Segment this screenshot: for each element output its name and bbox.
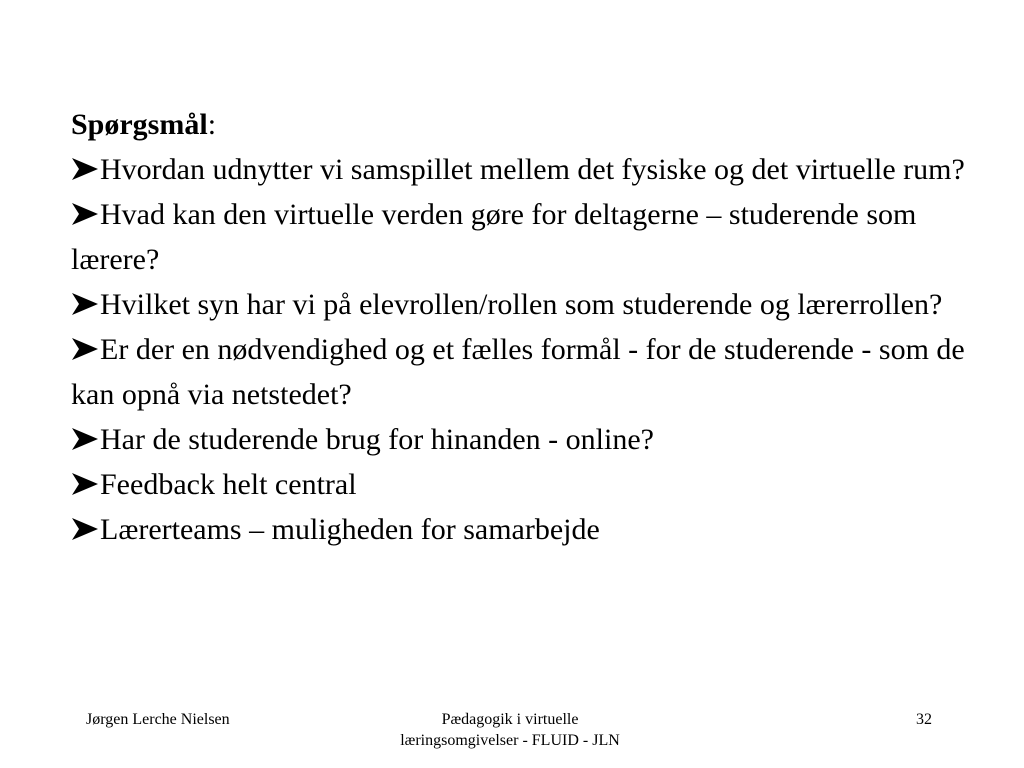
- bullet-text: Feedback helt central: [100, 468, 357, 501]
- bullet-item: [71, 417, 971, 462]
- bullet-text: Har de studerende brug for hinanden - online?: [100, 423, 654, 456]
- bullet-text: Er der en nødvendighed og et fælles formål - for de studerende - som de kan opnå via netstedet?: [71, 333, 965, 411]
- bullet-text: Hvilket syn har vi på elevrollen/rollen som studerende og lærerrollen?: [100, 288, 943, 321]
- bullet-text: Lærerteams – muligheden for samarbejde: [100, 513, 600, 546]
- bullet-item: [71, 507, 971, 552]
- arrowhead-bullet-icon: [71, 517, 99, 541]
- page-number: 32: [916, 711, 932, 728]
- footer-title-line1: Pædagogik i virtuelle: [441, 711, 579, 728]
- arrowhead-bullet-icon: [71, 202, 99, 226]
- arrowhead-bullet-icon: [71, 472, 99, 496]
- footer-title: [340, 709, 680, 751]
- bullet-text: Hvordan udnytter vi samspillet mellem det fysiske og det virtuelle rum?: [100, 153, 965, 186]
- footer-author: Jørgen Lerche Nielsen: [86, 711, 230, 728]
- bullet-item: [71, 327, 971, 417]
- bullet-text: Hvad kan den virtuelle verden gøre for deltagerne – studerende som lærere?: [71, 198, 917, 276]
- bullet-list: [71, 147, 971, 552]
- footer-title-line2: læringsomgivelser - FLUID - JLN: [400, 732, 620, 749]
- bullet-item: [71, 192, 971, 282]
- arrowhead-bullet-icon: [71, 427, 99, 451]
- slide-body: [71, 102, 971, 552]
- arrowhead-bullet-icon: [71, 292, 99, 316]
- heading-colon: :: [207, 108, 217, 141]
- arrowhead-bullet-icon: [71, 337, 99, 361]
- bullet-item: [71, 147, 971, 192]
- heading-text: Spørgsmål: [71, 108, 208, 141]
- slide-heading: [71, 102, 971, 147]
- bullet-item: [71, 282, 971, 327]
- bullet-item: [71, 462, 971, 507]
- arrowhead-bullet-icon: [71, 157, 99, 181]
